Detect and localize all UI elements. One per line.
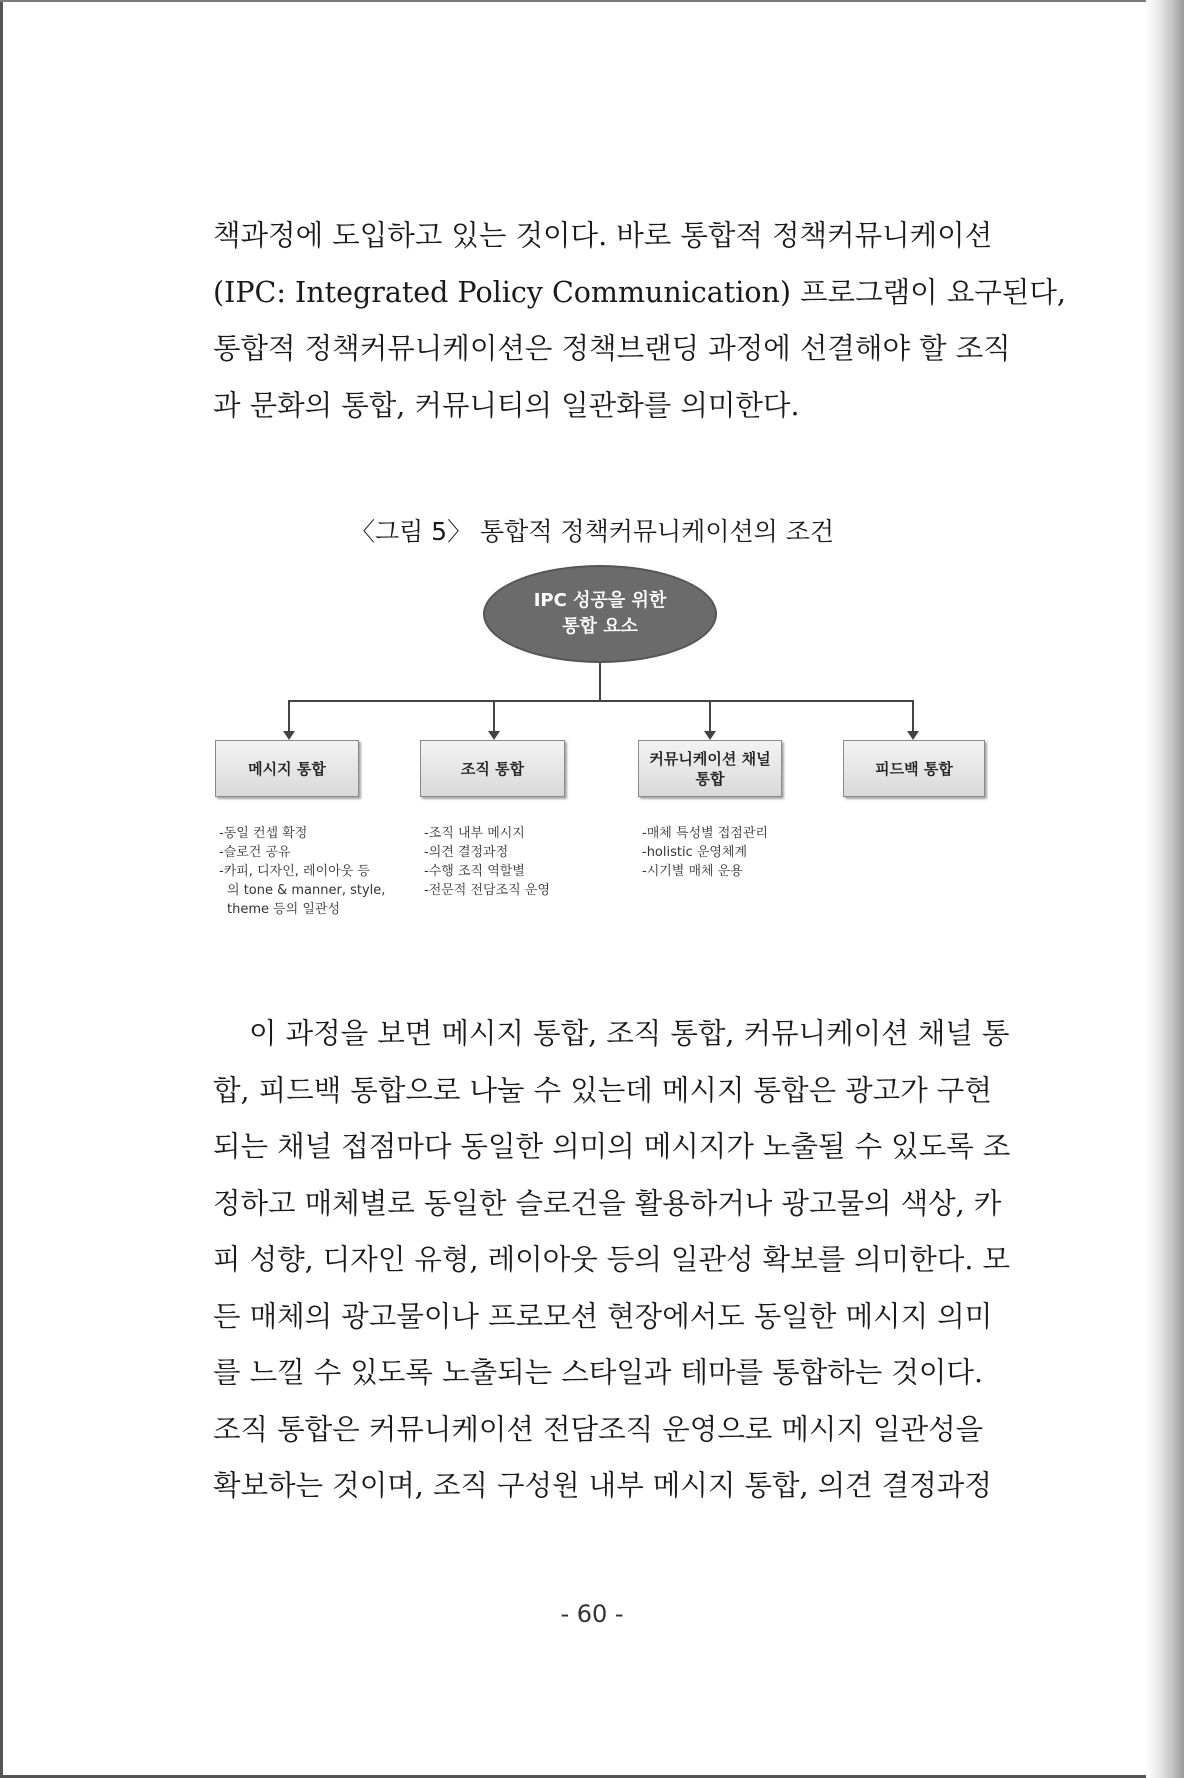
paragraph-intro: [213, 208, 1066, 434]
connector-line: [599, 663, 601, 701]
list-item: -카피, 디자인, 레이아웃 등: [219, 864, 370, 879]
list-item: -매체 특성별 접점관리: [642, 826, 768, 841]
text-line: 정하고 매체별로 동일한 슬로건을 활용하거나 광고물의 색상, 카: [213, 1186, 1002, 1220]
list-item: -수행 조직 역할별: [424, 864, 525, 879]
paragraph-body: [213, 1006, 1011, 1515]
message-integration-list: [219, 824, 385, 919]
connector-line: [493, 700, 495, 732]
box-label: 조직 통합: [460, 759, 525, 778]
connector-line: [288, 700, 290, 732]
text-line: 되는 채널 접점마다 동일한 의미의 메시지가 노출될 수 있도록 조: [213, 1130, 1011, 1163]
box-label: 메시지 통합: [248, 759, 326, 778]
organization-integration-box: [420, 740, 565, 797]
center-node-line1: IPC 성공을 위한: [533, 590, 667, 611]
text-line: 합, 피드백 통합으로 나눌 수 있는데 메시지 통합은 광고가 구현: [213, 1073, 992, 1107]
arrow-down-icon: [283, 731, 295, 740]
text-line: 과 문화의 통합, 커뮤니티의 일관화를 의미한다.: [213, 388, 800, 422]
list-item: -의견 결정과정: [424, 845, 509, 860]
channel-integration-box: [638, 740, 782, 797]
center-node: [483, 565, 717, 663]
arrow-down-icon: [907, 731, 919, 740]
text-line: 확보하는 것이며, 조직 구성원 내부 메시지 통합, 의견 결정과정: [213, 1469, 992, 1502]
arrow-down-icon: [704, 731, 716, 740]
text-line: 조직 통합은 커뮤니케이션 전담조직 운영으로 메시지 일관성을: [213, 1412, 984, 1446]
organization-integration-list: [424, 824, 550, 900]
box-label: 피드백 통합: [875, 759, 953, 778]
text-line: 통합적 정책커뮤니케이션은 정책브랜딩 과정에 선결해야 할 조직: [213, 332, 1011, 365]
list-item: theme 등의 일관성: [227, 902, 341, 917]
ipc-diagram: [200, 556, 1000, 936]
message-integration-box: [215, 740, 359, 797]
text-line: 든 매체의 광고물이나 프로모션 현장에서도 동일한 메시지 의미: [213, 1299, 993, 1333]
text-line: 피 성향, 디자인 유형, 레이아웃 등의 일관성 확보를 의미한다. 모: [213, 1243, 1010, 1276]
page-edge: [0, 0, 3, 1778]
figure-caption: 〈그림 5〉 통합적 정책커뮤니케이션의 조건: [349, 517, 835, 546]
list-item: -동일 컨셉 확정: [219, 826, 308, 841]
list-item: -조직 내부 메시지: [424, 826, 525, 841]
text-line: 를 느낄 수 있도록 노출되는 스타일과 테마를 통합하는 것이다.: [213, 1356, 983, 1389]
box-label-line2: 통합: [695, 769, 725, 788]
text-line: 이 과정을 보면 메시지 통합, 조직 통합, 커뮤니케이션 채널 통: [249, 1017, 1010, 1050]
channel-integration-list: [642, 824, 768, 881]
page-number: - 60 -: [560, 1600, 624, 1628]
arrow-down-icon: [488, 731, 500, 740]
connector-line: [912, 700, 914, 732]
list-item: -슬로건 공유: [219, 845, 291, 860]
center-node-line2: 통합 요소: [562, 616, 638, 637]
text-line: 책과정에 도입하고 있는 것이다. 바로 통합적 정책커뮤니케이션: [213, 219, 993, 252]
list-item: -시기별 매체 운용: [642, 864, 743, 879]
connector-line: [288, 700, 912, 702]
list-item: -holistic 운영체계: [642, 845, 748, 860]
connector-line: [709, 700, 711, 732]
text-line: (IPC: Integrated Policy Communication) 프로그램이 요구된다,: [213, 275, 1066, 309]
box-label-line1: 커뮤니케이션 채널: [649, 749, 771, 768]
feedback-integration-box: [843, 740, 985, 797]
list-item: 의 tone & manner, style,: [227, 883, 386, 898]
page-edge: [0, 0, 1150, 2]
list-item: -전문적 전담조직 운영: [424, 883, 550, 898]
page-shadow: [1146, 0, 1184, 1778]
